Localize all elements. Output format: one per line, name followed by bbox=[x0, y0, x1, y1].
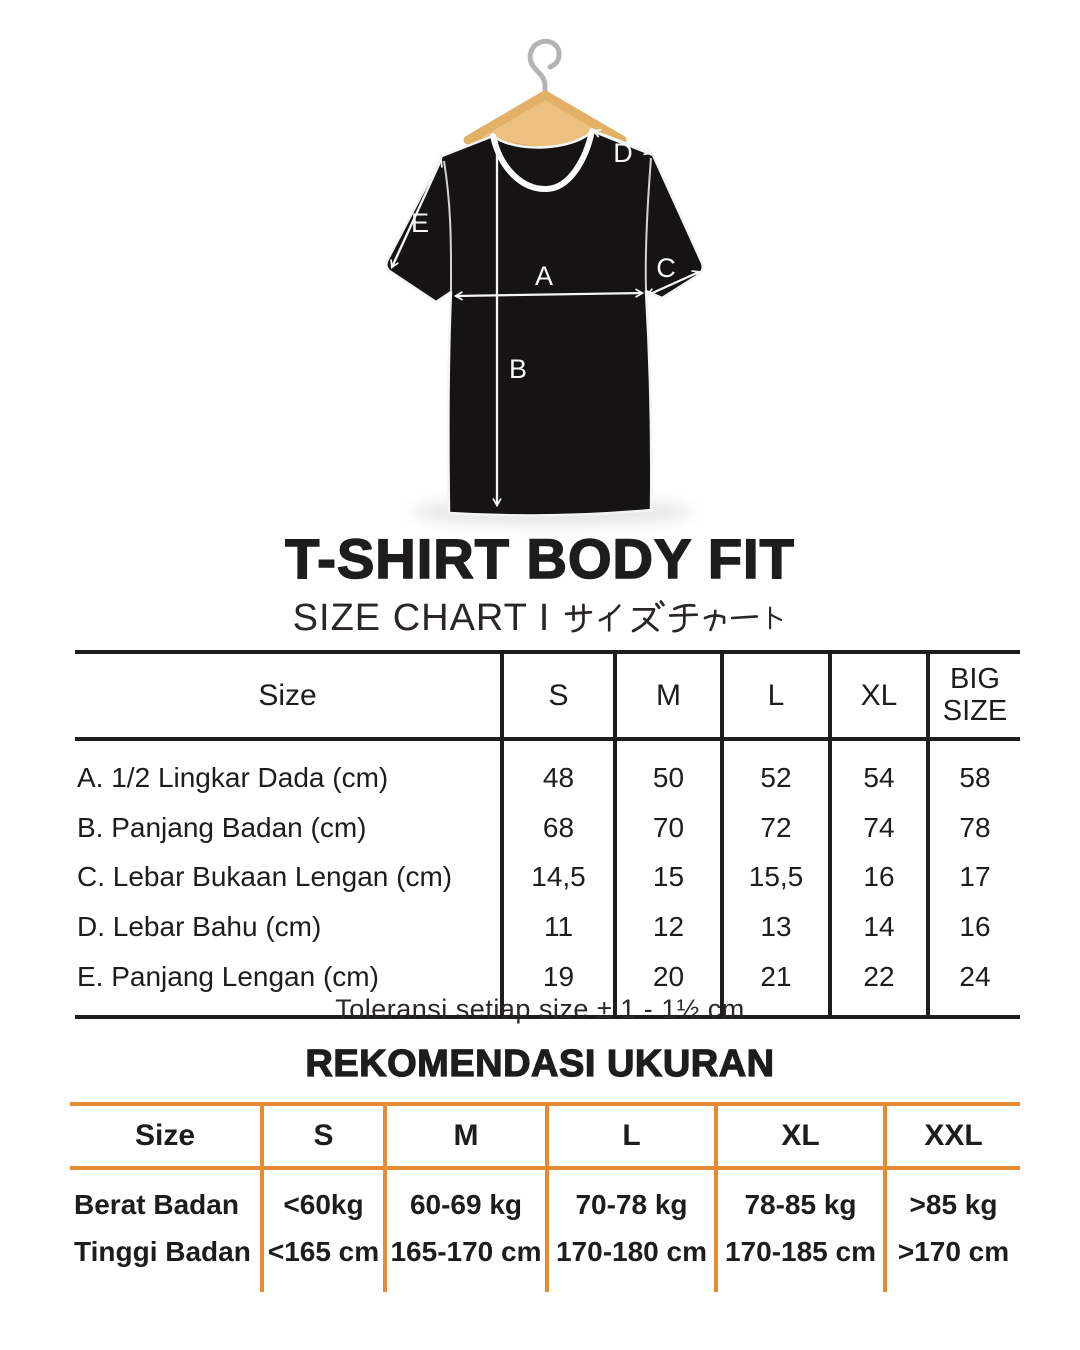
measurement-value-cell: 12 bbox=[615, 902, 722, 952]
recommendation-value-cell: 78-85 kg bbox=[716, 1168, 885, 1228]
measurement-value-cell: 20 bbox=[615, 952, 722, 1017]
measurement-value-cell: 14,5 bbox=[502, 852, 615, 902]
measurement-label-e: E bbox=[410, 208, 430, 238]
kana-long-vowel bbox=[729, 600, 760, 636]
measurement-value-cell: 50 bbox=[615, 739, 722, 803]
size-chart-header-row bbox=[75, 652, 1020, 739]
recommendation-col-header: Size bbox=[134, 1119, 196, 1152]
recommendation-col-header: M bbox=[385, 1104, 547, 1168]
size-chart-col-header: L bbox=[722, 652, 830, 739]
kana-chi bbox=[667, 600, 700, 636]
measurement-value-cell: 14 bbox=[830, 902, 928, 952]
recommendation-value-cell: 170-185 cm bbox=[716, 1228, 885, 1275]
measurement-value-cell: 21 bbox=[722, 952, 830, 1017]
size-chart-row bbox=[75, 852, 1020, 902]
measurement-value-cell: 13 bbox=[722, 902, 830, 952]
measurement-value-cell: 54 bbox=[830, 739, 928, 803]
table-spacer-cell bbox=[385, 1275, 547, 1292]
subtitle-japanese-katakana bbox=[562, 600, 787, 636]
measurement-value-cell: 70 bbox=[615, 803, 722, 853]
size-chart-col-header: Size bbox=[258, 678, 317, 712]
size-chart-row bbox=[75, 803, 1020, 853]
recommendation-value-cell: 70-78 kg bbox=[547, 1168, 716, 1228]
kana-zu bbox=[628, 600, 666, 636]
size-chart-col-header: M bbox=[615, 652, 722, 739]
table-spacer-cell bbox=[885, 1275, 1020, 1292]
measurement-value-cell: 58 bbox=[928, 739, 1020, 803]
measurement-label-cell: D. Lebar Bahu (cm) bbox=[77, 911, 322, 943]
table-spacer-cell bbox=[716, 1275, 885, 1292]
recommendation-value-cell: 60-69 kg bbox=[385, 1168, 547, 1228]
measurement-value-cell: 72 bbox=[722, 803, 830, 853]
table-spacer-cell bbox=[547, 1275, 716, 1292]
recommendation-table bbox=[70, 1102, 1020, 1292]
size-chart-table bbox=[75, 650, 1020, 1019]
tshirt-figure bbox=[0, 0, 1080, 545]
measurement-value-cell: 52 bbox=[722, 739, 830, 803]
measurement-value-cell: 15 bbox=[615, 852, 722, 902]
size-chart-row bbox=[75, 739, 1020, 803]
recommendation-title: REKOMENDASI UKURAN bbox=[305, 1043, 775, 1085]
recommendation-header-row bbox=[70, 1104, 1020, 1168]
measurement-label-d: D bbox=[613, 138, 633, 168]
measurement-value-cell: 16 bbox=[928, 902, 1020, 952]
hanger-hook bbox=[530, 41, 559, 98]
recommendation-value-cell: 165-170 cm bbox=[385, 1228, 547, 1275]
recommendation-label-cell: Tinggi Badan bbox=[74, 1236, 251, 1268]
measurement-label-cell: C. Lebar Bukaan Lengan (cm) bbox=[77, 861, 453, 893]
measurement-label-a: A bbox=[534, 261, 554, 291]
recommendation-col-header: XXL bbox=[885, 1104, 1020, 1168]
kana-small-ya bbox=[701, 600, 728, 636]
measurement-value-cell: 78 bbox=[928, 803, 1020, 853]
recommendation-value-cell: >170 cm bbox=[885, 1228, 1020, 1275]
size-chart-row bbox=[75, 902, 1020, 952]
tolerance-note: Toleransi setiap size ± 1 - 1½ cm bbox=[335, 994, 745, 1024]
recommendation-value-cell: 170-180 cm bbox=[547, 1228, 716, 1275]
recommendation-row bbox=[70, 1168, 1020, 1228]
measurement-label-c: C bbox=[656, 253, 676, 283]
page-subtitle bbox=[0, 599, 1080, 637]
measurement-value-cell: 19 bbox=[502, 952, 615, 1017]
measurement-label-b: B bbox=[509, 354, 528, 384]
recommendation-col-header: L bbox=[547, 1104, 716, 1168]
recommendation-value-cell: <165 cm bbox=[262, 1228, 385, 1275]
page-title: T-SHIRT BODY FIT bbox=[285, 527, 795, 590]
kana-i bbox=[596, 600, 627, 636]
measurement-value-cell: 74 bbox=[830, 803, 928, 853]
recommendation-value-cell: >85 kg bbox=[885, 1168, 1020, 1228]
measurement-value-cell: 15,5 bbox=[722, 852, 830, 902]
size-chart-col-header: BIG SIZE bbox=[928, 652, 1020, 739]
measurement-value-cell: 16 bbox=[830, 852, 928, 902]
measurement-label-cell: A. 1/2 Lingkar Dada (cm) bbox=[77, 761, 389, 793]
recommendation-row bbox=[70, 1228, 1020, 1275]
measurement-value-cell: 11 bbox=[502, 902, 615, 952]
subtitle-latin: SIZE CHART I bbox=[292, 597, 551, 639]
kana-sa bbox=[562, 600, 595, 636]
table-spacer-cell bbox=[262, 1275, 385, 1292]
recommendation-col-header: S bbox=[262, 1104, 385, 1168]
measurement-value-cell: 68 bbox=[502, 803, 615, 853]
measurement-value-cell: 48 bbox=[502, 739, 615, 803]
kana-to bbox=[761, 600, 787, 636]
measurement-label-cell: B. Panjang Badan (cm) bbox=[77, 811, 367, 843]
measurement-value-cell: 24 bbox=[928, 952, 1020, 1017]
recommendation-label-cell: Berat Badan bbox=[74, 1189, 239, 1220]
measurement-value-cell: 17 bbox=[928, 852, 1020, 902]
recommendation-col-header: XL bbox=[716, 1104, 885, 1168]
measurement-label-cell: E. Panjang Lengan (cm) bbox=[77, 960, 379, 992]
size-chart-col-header: XL bbox=[830, 652, 928, 739]
recommendation-table-spacer-row bbox=[70, 1275, 1020, 1292]
recommendation-value-cell: <60kg bbox=[262, 1168, 385, 1228]
table-spacer-cell bbox=[70, 1275, 262, 1292]
measurement-value-cell: 22 bbox=[830, 952, 928, 1017]
size-chart-col-header: S bbox=[502, 652, 615, 739]
